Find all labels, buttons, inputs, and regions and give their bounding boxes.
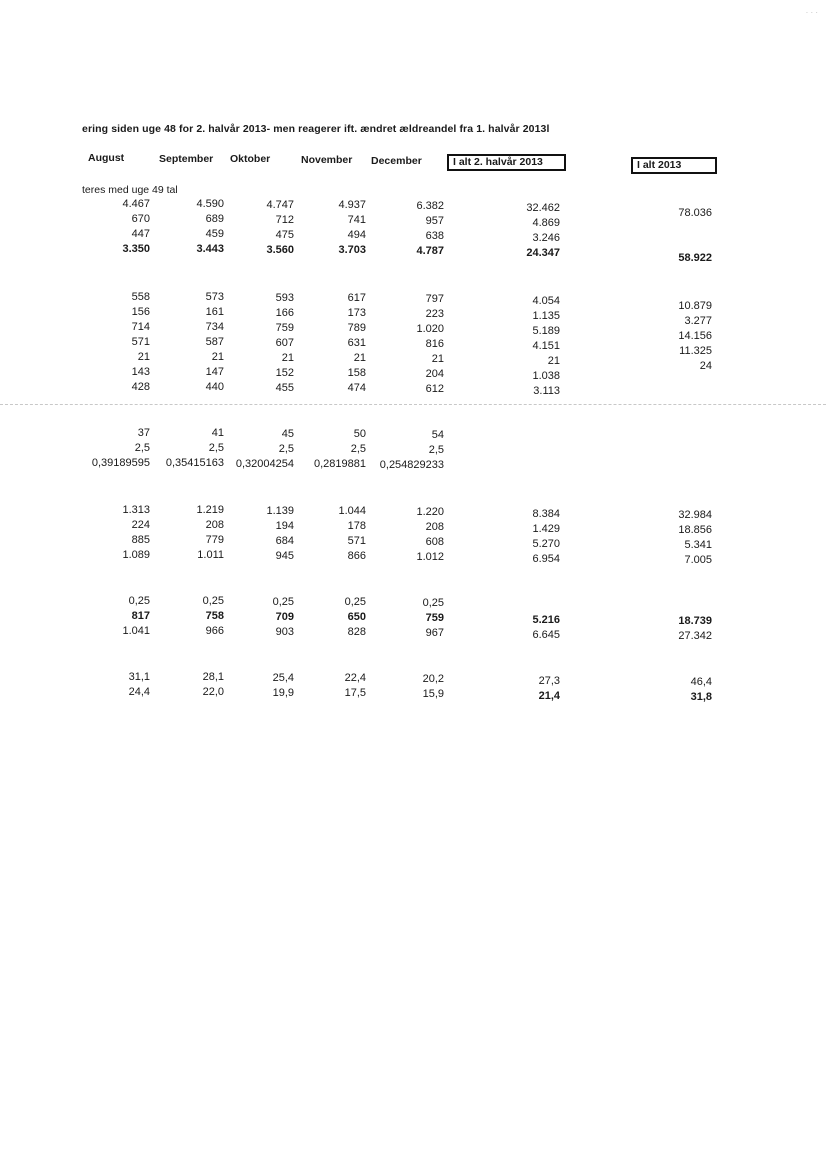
- cell-august: 1.313: [122, 504, 150, 516]
- cell-december: 6.382: [416, 200, 444, 212]
- cell-ialt-2013: 24: [699, 360, 712, 372]
- cell-november: 173: [347, 307, 366, 319]
- cell-november: 474: [347, 382, 366, 394]
- cell-august: 558: [131, 291, 150, 303]
- cell-oktober: 25,4: [272, 672, 294, 684]
- cell-september: 147: [205, 366, 224, 378]
- cell-september: 573: [205, 291, 224, 303]
- cell-september: 2,5: [208, 442, 224, 454]
- col-header-november: November: [301, 154, 353, 166]
- cell-oktober: 2,5: [278, 443, 294, 455]
- cell-september: 3.443: [196, 243, 224, 255]
- cell-september: 779: [205, 534, 224, 546]
- cell-ialt-halvaar: 4.151: [532, 340, 560, 352]
- cell-ialt-2013: 18.856: [678, 524, 712, 536]
- cell-oktober: 152: [275, 367, 294, 379]
- cell-oktober: 19,9: [272, 687, 294, 699]
- scan-specks: · · ·: [805, 8, 818, 17]
- cell-ialt-halvaar: 3.246: [532, 232, 560, 244]
- cell-august: 571: [131, 336, 150, 348]
- cell-august: 21: [137, 351, 150, 363]
- cell-december: 759: [425, 612, 444, 624]
- cell-oktober: 166: [275, 307, 294, 319]
- cell-oktober: 1.139: [266, 505, 294, 517]
- cell-september: 758: [205, 610, 224, 622]
- col-header-september: September: [159, 153, 214, 165]
- cell-august: 714: [131, 321, 150, 333]
- cell-december: 54: [431, 429, 444, 441]
- cell-september: 1.011: [197, 549, 224, 561]
- cell-september: 0,35415163: [165, 457, 224, 469]
- cell-ialt-halvaar: 5.189: [532, 325, 560, 337]
- cell-ialt-halvaar: 1.429: [532, 523, 560, 535]
- cell-august: 428: [131, 381, 150, 393]
- cell-oktober: 45: [281, 428, 294, 440]
- cell-november: 571: [347, 535, 366, 547]
- cell-ialt-halvaar: 3.113: [533, 385, 560, 397]
- cell-ialt-2013: 7.005: [684, 554, 712, 566]
- cell-ialt-2013: 3.277: [684, 315, 712, 327]
- cell-december: 204: [425, 368, 444, 380]
- cell-august: 670: [131, 213, 150, 225]
- cell-oktober: 475: [275, 229, 294, 241]
- cell-ialt-halvaar: 1.135: [532, 310, 560, 322]
- cell-ialt-halvaar: 27,3: [538, 675, 560, 687]
- cell-september: 966: [205, 625, 224, 637]
- cell-december: 223: [425, 308, 444, 320]
- cell-oktober: 903: [275, 626, 294, 638]
- col-header-ialt-halvaar: I alt 2. halvår 2013: [447, 154, 566, 171]
- cell-oktober: 945: [275, 550, 294, 562]
- cell-oktober: 21: [281, 352, 294, 364]
- cell-oktober: 593: [275, 292, 294, 304]
- cell-september: 161: [205, 306, 224, 318]
- cell-august: 0,39189595: [91, 457, 150, 469]
- cell-august: 143: [131, 366, 150, 378]
- cell-oktober: 709: [275, 611, 294, 623]
- cell-december: 608: [425, 536, 444, 548]
- cell-december: 0,254829233: [379, 459, 444, 471]
- cell-oktober: 607: [275, 337, 294, 349]
- cell-ialt-halvaar: 24.347: [526, 247, 560, 259]
- cell-oktober: 3.560: [266, 244, 294, 256]
- cell-december: 797: [425, 293, 444, 305]
- cell-november: 22,4: [344, 672, 366, 684]
- cell-august: 4.467: [122, 198, 150, 210]
- cell-ialt-2013: 11.325: [679, 345, 712, 357]
- cell-november: 50: [353, 428, 366, 440]
- cell-november: 789: [347, 322, 366, 334]
- cell-oktober: 0,32004254: [235, 458, 294, 470]
- cell-november: 494: [347, 229, 366, 241]
- cell-oktober: 4.747: [266, 199, 294, 211]
- cell-september: 689: [205, 213, 224, 225]
- cell-ialt-halvaar: 4.869: [532, 217, 560, 229]
- cell-september: 21: [211, 351, 224, 363]
- page-title: ering siden uge 48 for 2. halvår 2013- men reagerer ift. ændret ældreandel fra 1. halvår 2013l: [82, 123, 550, 135]
- cell-november: 617: [347, 292, 366, 304]
- cell-november: 0,25: [344, 596, 366, 608]
- cell-oktober: 0,25: [272, 596, 294, 608]
- cell-august: 156: [131, 306, 150, 318]
- cell-december: 612: [425, 383, 444, 395]
- cell-november: 158: [347, 367, 366, 379]
- cell-december: 1.020: [416, 323, 444, 335]
- col-header-december: December: [371, 155, 422, 167]
- cell-november: 650: [347, 611, 366, 623]
- cell-ialt-halvaar: 8.384: [532, 508, 560, 520]
- cell-oktober: 712: [275, 214, 294, 226]
- cell-ialt-halvaar: 21,4: [538, 690, 560, 702]
- cell-december: 21: [431, 353, 444, 365]
- cell-august: 224: [131, 519, 150, 531]
- cell-oktober: 684: [275, 535, 294, 547]
- cell-december: 2,5: [428, 444, 444, 456]
- cell-december: 1.220: [416, 506, 444, 518]
- cell-december: 967: [425, 627, 444, 639]
- cell-november: 4.937: [338, 199, 366, 211]
- cell-ialt-2013: 5.341: [684, 539, 712, 551]
- cell-august: 1.089: [122, 549, 150, 561]
- cell-ialt-halvaar: 1.038: [532, 370, 560, 382]
- cell-august: 885: [131, 534, 150, 546]
- cell-november: 828: [347, 626, 366, 638]
- scan-artifact-line: [0, 404, 826, 405]
- cell-august: 447: [131, 228, 150, 240]
- cell-ialt-halvaar: 6.645: [532, 629, 560, 641]
- cell-september: 587: [205, 336, 224, 348]
- cell-ialt-halvaar: 4.054: [532, 295, 560, 307]
- cell-august: 0,25: [128, 595, 150, 607]
- cell-november: 866: [347, 550, 366, 562]
- cell-august: 37: [137, 427, 150, 439]
- cell-august: 817: [131, 610, 150, 622]
- cell-ialt-2013: 46,4: [690, 676, 712, 688]
- cell-ialt-2013: 18.739: [678, 615, 712, 627]
- cell-august: 3.350: [122, 243, 150, 255]
- cell-november: 178: [347, 520, 366, 532]
- cell-november: 631: [347, 337, 366, 349]
- cell-oktober: 455: [275, 382, 294, 394]
- cell-august: 1.041: [122, 625, 150, 637]
- cell-ialt-halvaar: 21: [547, 355, 560, 367]
- cell-september: 459: [205, 228, 224, 240]
- cell-november: 1.044: [338, 505, 366, 517]
- col-header-oktober: Oktober: [230, 153, 271, 165]
- cell-december: 20,2: [422, 673, 444, 685]
- cell-august: 31,1: [128, 671, 150, 683]
- cell-september: 440: [205, 381, 224, 393]
- cell-december: 0,25: [422, 597, 444, 609]
- cell-december: 1.012: [416, 551, 444, 563]
- cell-november: 21: [353, 352, 366, 364]
- cell-december: 208: [425, 521, 444, 533]
- cell-ialt-2013: 32.984: [678, 509, 712, 521]
- cell-november: 741: [347, 214, 366, 226]
- cell-ialt-halvaar: 5.216: [532, 614, 560, 626]
- cell-december: 957: [425, 215, 444, 227]
- cell-december: 816: [425, 338, 444, 350]
- cell-ialt-2013: 58.922: [678, 252, 712, 264]
- cell-september: 1.219: [196, 504, 224, 516]
- cell-ialt-2013: 27.342: [678, 630, 712, 642]
- cell-oktober: 194: [275, 520, 294, 532]
- cell-december: 15,9: [422, 688, 444, 700]
- cell-september: 4.590: [196, 198, 224, 210]
- note-text: teres med uge 49 tal: [82, 184, 178, 196]
- cell-ialt-halvaar: 5.270: [532, 538, 560, 550]
- cell-september: 41: [211, 427, 224, 439]
- cell-september: 208: [205, 519, 224, 531]
- cell-ialt-halvaar: 32.462: [526, 202, 560, 214]
- cell-december: 4.787: [416, 245, 444, 257]
- cell-september: 0,25: [202, 595, 224, 607]
- cell-ialt-halvaar: 6.954: [532, 553, 560, 565]
- cell-december: 638: [425, 230, 444, 242]
- cell-september: 734: [205, 321, 224, 333]
- cell-ialt-2013: 14.156: [678, 330, 712, 342]
- cell-ialt-2013: 31,8: [690, 691, 712, 703]
- col-header-august: August: [88, 152, 125, 164]
- cell-september: 22,0: [202, 686, 224, 698]
- cell-november: 0,2819881: [314, 458, 366, 470]
- cell-november: 3.703: [338, 244, 366, 256]
- cell-ialt-2013: 10.879: [678, 300, 712, 312]
- cell-september: 28,1: [202, 671, 224, 683]
- cell-august: 2,5: [134, 442, 150, 454]
- col-header-ialt-2013: I alt 2013: [631, 157, 717, 174]
- cell-oktober: 759: [275, 322, 294, 334]
- cell-ialt-2013: 78.036: [678, 207, 712, 219]
- cell-august: 24,4: [128, 686, 150, 698]
- cell-november: 17,5: [344, 687, 366, 699]
- cell-november: 2,5: [350, 443, 366, 455]
